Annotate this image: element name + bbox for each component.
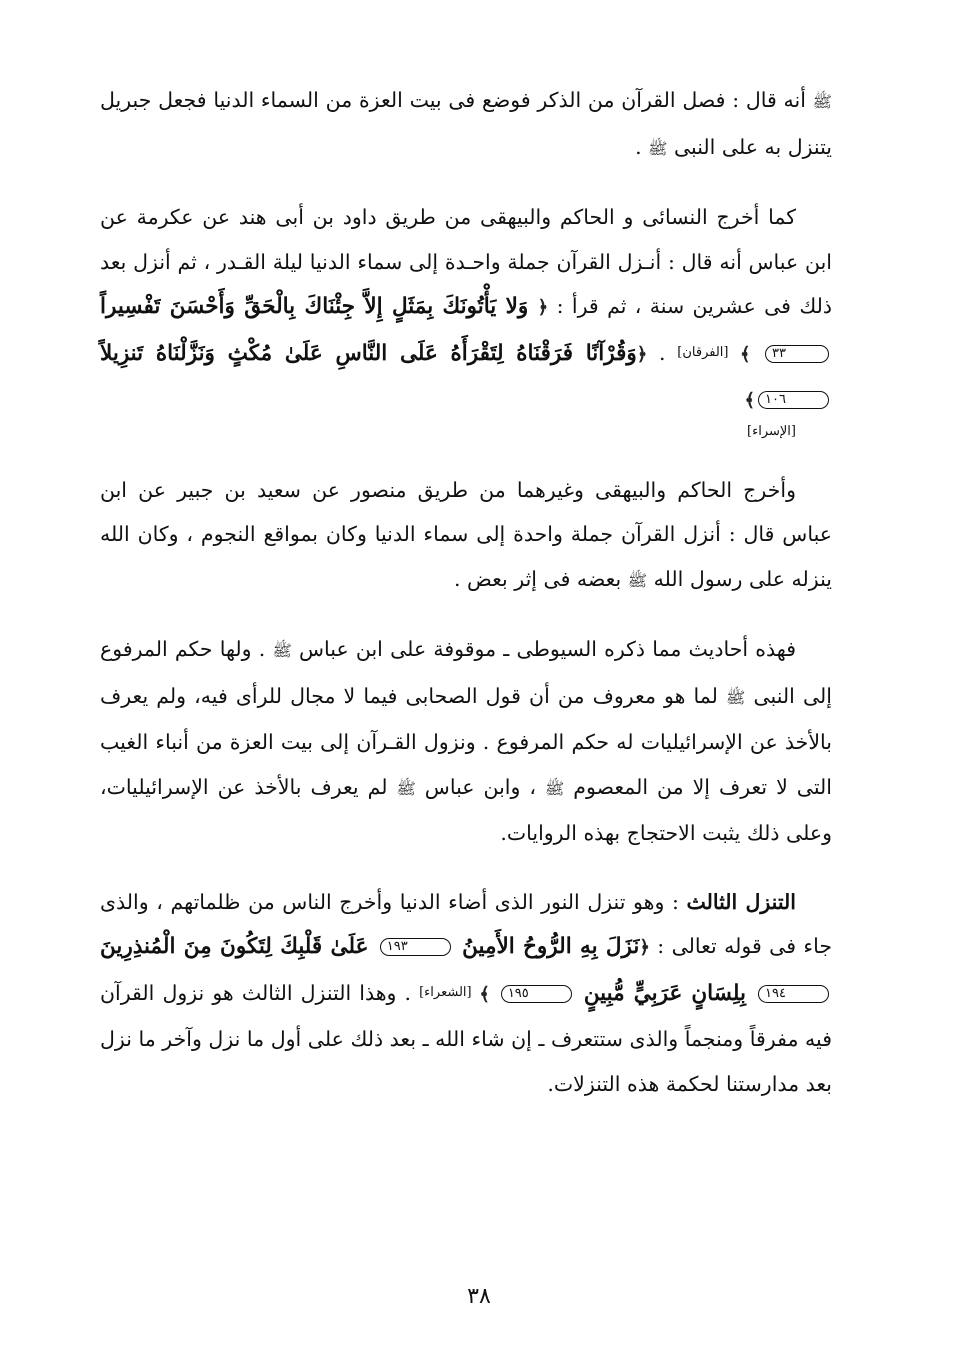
quran-bracket: ﴿ [537,297,549,318]
ayah-number: ١٩٣ [380,938,451,956]
quran-verse: عَلَىٰ قَلْبِكَ لِتَكُونَ مِنَ الْمُنذِرِينَ [100,934,377,959]
text-run: . [635,134,649,159]
honorific-symbol: ﷺ [396,778,416,798]
text-run: . [647,340,678,365]
quran-bracket: ﴾ [744,390,756,411]
quran-bracket: ﴾ [471,983,498,1005]
section-heading: التنزل الثالث [686,889,796,914]
text-run: ، وابن عباس [415,774,545,799]
paragraph-4 [100,627,832,856]
text-run: فهذه أحاديث مما ذكره السيوطى ـ موقوفة على ابن عباس [291,637,796,661]
honorific-symbol: ﷺ [544,778,565,798]
text-run: لم يعرف بالأخذ عن الإسرائيليات، وعلى ذلك يثبت الاحتجاج بهذه الروايات. [100,774,832,845]
quran-verse: بِلِسَانٍ عَرَبِيٍّ مُّبِينٍ [574,980,756,1006]
surah-reference: [الشعراء] [419,984,472,1000]
paragraph-3 [100,468,832,604]
text-run: : وهو تنزل النور الذى أضاء الدنيا وأخرج الناس من ظلماتهم ، والذى جاء فى قوله تعالى : [100,889,832,958]
quran-bracket: ﴿ [636,343,648,365]
honorific-symbol: ﷺ [812,92,832,111]
ayah-number: ١٠٦ [758,391,829,409]
text-run: . ولها حكم المرفوع إلى النبى [100,637,832,708]
ayah-number: ٣٣ [765,345,829,363]
body-text [100,78,832,1130]
paragraph-1 [100,78,832,171]
quran-verse: وَقُرْآنًا فَرَقْنَاهُ لِتَقْرَأَهُ عَلَى النَّاسِ عَلَىٰ مُكْثٍ وَنَزَّلْنَاهُ تَنزِيلاً [100,340,637,366]
honorific-symbol: ﷺ [272,641,292,660]
quran-verse: نَزَلَ بِهِ الرُّوحُ الأَمِينُ [453,934,640,959]
quran-bracket: ﴾ [728,343,763,365]
quran-bracket: ﴿ [639,937,650,958]
ayah-number: ١٩٤ [758,985,829,1003]
paragraph-2 [100,195,832,444]
page-number: ٣٨ [467,1284,491,1309]
surah-reference: [الفرقان] [677,344,729,360]
surah-reference: [الإسراء] [747,423,796,439]
honorific-symbol: ﷺ [726,687,746,707]
paragraph-5 [100,880,832,1107]
text-run: لما هو معروف من أن قول الصحابى فيما لا مجال للرأى فيه، ولم يعرف بالأخذ عن الإسرائيليات له حكم المرفوع . ونزول القـرآن إلى بيت العزة من أنباء الغيب التى لا تعرف إلا من المعصوم [100,683,832,799]
text-run: كما أخرج النسائى و الحاكم والبيهقى من طريق داود بن أبى هند عن عكرمة عن ابن عباس أنه قال : أنـزل القرآن جملة واحـدة إلى سماء الدنيا ليلة القـدر ، ثم أنزل بعد ذلك فى عشرين سنة ، ثم قرأ : [100,205,832,318]
honorific-symbol: ﷺ [627,570,648,590]
text-run: أنه قال : فصل القرآن من الذكر فوضع فى بيت العزة من السماء الدنيا فجعل جبريل يتنزل به على النبى [100,88,832,159]
ayah-number: ١٩٥ [501,985,572,1003]
text-run: . وهذا التنزل الثالث هو نزول القرآن فيه مفرقاً ومنجماً والذى ستتعرف ـ إن شاء الله ـ بعد ذلك على أول ما نزل وآخر ما نزل بعد مدارستنا لحكمة هذه التنزلات. [100,980,832,1096]
quran-verse: وَلا يَأْتُونَكَ بِمَثَلٍ إِلاَّ جِئْنَاكَ بِالْحَقِّ وَأَحْسَنَ تَفْسِيراً [100,294,538,319]
text-run: وأخرج الحاكم والبيهقى وغيرهما من طريق منصور عن سعيد بن جبير عن ابن عباس قال : أنزل القرآن جملة واحدة إلى سماء الدنيا وكان بمواقع النجوم ، وكان الله ينزله على رسول الله [100,477,832,591]
honorific-symbol: ﷺ [648,138,668,158]
text-run: بعضه فى إثر بعض . [454,566,628,591]
